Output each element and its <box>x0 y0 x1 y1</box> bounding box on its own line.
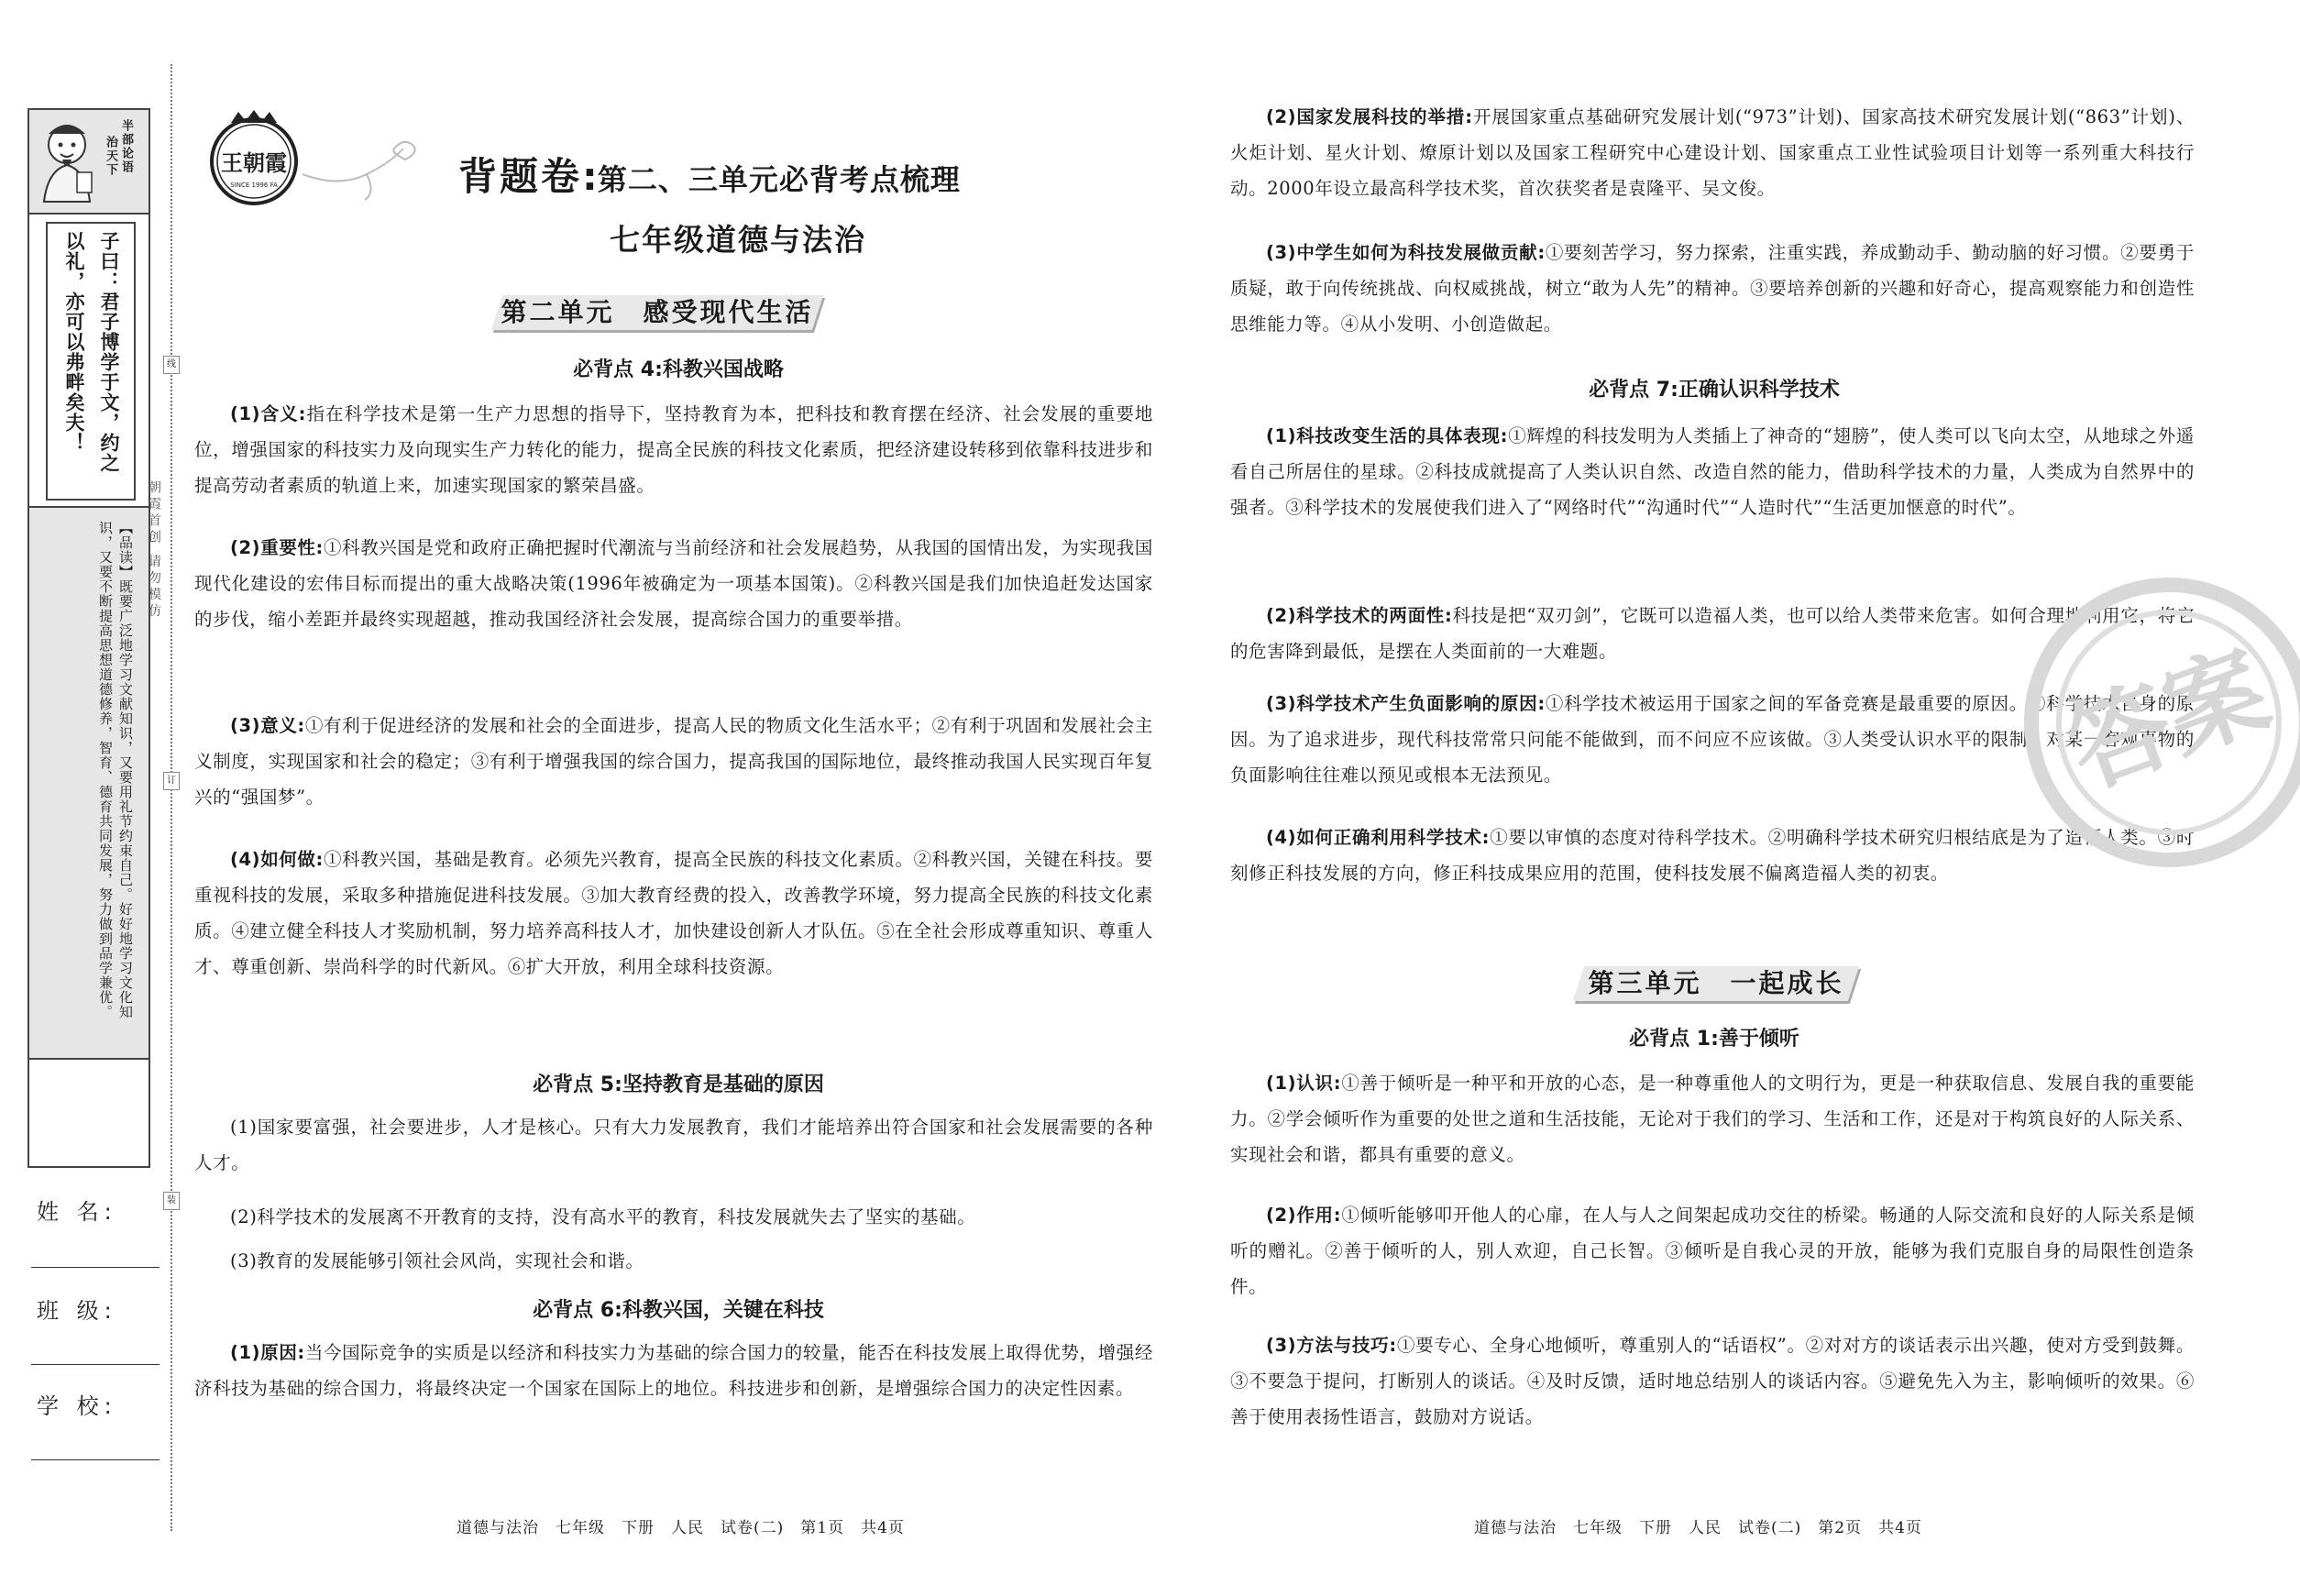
pindu-box <box>29 506 149 1060</box>
confucius-mascot-icon <box>35 117 99 204</box>
ribbon-decoration-icon <box>303 138 422 202</box>
confucius-quote <box>46 222 136 501</box>
unit-3-title: 第三单元 一起成长 <box>1588 968 1844 998</box>
point-5-heading: 必背点 5:坚持教育是基础的原因 <box>533 1073 824 1096</box>
name-label: 姓 名: <box>37 1199 117 1225</box>
quote-line-2: 以礼，亦可以弗畔矣夫！ <box>63 231 85 453</box>
point-7-para-2: (2)科学技术的两面性:科技是把“双刃剑”，它既可以造福人类，也可以给人类带来危害。如何合理地利用它，将它的危害降到最低，是摆在人类面前的一大难题。 <box>1230 605 2195 662</box>
margin-strip <box>28 108 150 1168</box>
point-4-para-4: (4)如何做:①科教兴国，基础是教育。必须先兴教育，提高全民族的科技文化素质。②科教兴国，关键在科技。要重视科技的发展，采取多种措施促进科技发展。③加大教育经费的投入，改善教学环境，努力提高全民族的科技文化素质。④建立健全科技人才奖励机制，努力培养高科技人才，加快建设创新人才队伍。⑤在全社会形成尊重知识、尊重人才、尊重创新、崇尚科学的时代新风。⑥扩大开放，利用全球科技资源。 <box>194 849 1153 977</box>
logo-subtext: SINCE 1996 FA <box>230 182 278 189</box>
point-5-para-1: (1)国家要富强，社会要进步，人才是核心。只有大力发展教育，我们才能培养出符合国家和社会发展需要的各种人才。 <box>194 1117 1153 1173</box>
footer-page-2: 道德与法治 七年级 下册 人民 试卷(二) 第2页 共4页 <box>1474 1519 1922 1537</box>
logo-text: 王朝霞 <box>221 149 287 176</box>
binding-char-line: 线 <box>163 356 180 374</box>
point-6-heading: 必背点 6:科教兴国，关键在科技 <box>533 1299 824 1322</box>
point-6-para-3: (3)中学生如何为科技发展做贡献:①要刻苦学习，努力探索，注重实践，养成勤动手、勤动脑的好习惯。②要勇于质疑，敢于向传统挑战、向权威挑战，树立“敢为人先”的精神。③要培养创新的兴趣和好奇心，提高观察能力和创造性思维能力等。④从小发明、小创造做起。 <box>1230 242 2195 335</box>
unit-3-banner <box>1579 966 1854 1001</box>
point-7-heading: 必背点 7:正确认识科学技术 <box>1589 379 1840 402</box>
point-7-para-4: (4)如何正确利用科学技术:①要以审慎的态度对待科学技术。②明确科学技术研究归根结底是为了造福人类。③时刻修正科技发展的方向，修正科技成果应用的范围，使科技发展不偏离造福人类的初衷。 <box>1230 827 2195 884</box>
point-6-para-1: (1)原因:当今国际竞争的实质是以经济和科技实力为基础的综合国力的较量，能否在科技发展上取得优势，增强经济科技为基础的综合国力，将最终决定一个国家在国际上的地位。科技进步和创新，是增强综合国力的决定性因素。 <box>194 1342 1153 1399</box>
class-label: 班 级: <box>37 1298 117 1324</box>
class-field[interactable] <box>31 1364 160 1365</box>
point-1-para-2: (2)作用:①倾听能够叩开他人的心扉，在人与人之间架起成功交往的桥梁。畅通的人际交流和良好的人际关系是倾听的赠礼。②善于倾听的人，别人欢迎，自己长智。③倾听是自我心灵的开放，能够为我们克服自身的局限性创造条件。 <box>1230 1205 2195 1297</box>
point-5-para-2: (2)科学技术的发展离不开教育的支持，没有高水平的教育，科技发展就失去了坚实的基础。 <box>230 1206 976 1227</box>
copyright-note: 朝霞首创 请勿模仿 <box>147 480 161 621</box>
point-4-para-2: (2)重要性:①科教兴国是党和政府正确把握时代潮流与当前经济和社会发展趋势，从我国的国情出发，为实现我国现代化建设的宏伟目标而提出的重大战略决策(1996年被确定为一项基本国策)。②科教兴国是我们加快追赶发达国家的步伐，缩小差距并最终实现超越，推动我国经济社会发展，提高综合国力的重要举措。 <box>194 537 1153 630</box>
binding-line <box>171 64 172 1531</box>
page-title <box>458 147 961 202</box>
point-4-para-3: (3)意义:①有利于促进经济的发展和社会的全面进步，提高人民的物质文化生活水平；②有利于巩固和发展社会主义制度，实现国家和社会的稳定；③有利于增强我国的综合国力，提高我国的国际地位，最终推动我国人民实现百年复兴的“强国梦”。 <box>194 715 1153 808</box>
quote-line-1: 子曰：君子博学于文，约之 <box>98 231 120 473</box>
name-field[interactable] <box>31 1267 160 1268</box>
unit-2-banner <box>497 295 818 330</box>
pindu-text: 【品读】既要广泛地学习文献知识，又要用礼节约束自己。好好地学习文化知识，又要不断提高思想道德修养，智育、德育共同发展，努力做到品学兼优。 <box>97 521 134 1019</box>
school-label: 学 校: <box>37 1393 117 1419</box>
stamp-text: 答案 <box>2052 629 2283 809</box>
title-main: 背题卷 <box>458 154 583 199</box>
title-colon: : <box>582 154 598 199</box>
footer-page-1: 道德与法治 七年级 下册 人民 试卷(二) 第1页 共4页 <box>457 1519 905 1537</box>
binding-char-staple: 订 <box>163 772 180 790</box>
brand-logo <box>204 108 304 209</box>
motto-line-2: 治天下 <box>104 136 117 177</box>
point-5-para-3: (3)教育的发展能够引领社会风尚，实现社会和谐。 <box>230 1250 644 1271</box>
motto-line-1: 半部论语 <box>119 119 133 174</box>
strip-header <box>29 110 149 215</box>
point-7-para-3: (3)科学技术产生负面影响的原因:①科学技术被运用于国家之间的军备竞赛是最重要的原因。②科学技术自身的原因。为了追求进步，现代科技常常只问能不能做到，而不问应不应该做。③人类受认识水平的限制，对某一客观事物的负面影响往往难以预见或根本无法预见。 <box>1230 693 2195 786</box>
grade-subject: 七年级道德与法治 <box>610 222 866 258</box>
point-6-para-2: (2)国家发展科技的举措:开展国家重点基础研究发展计划(“973”计划)、国家高技术研究发展计划(“863”计划)、火炬计划、星火计划、燎原计划以及国家工程研究中心建设计划、国家重点工业性试验项目计划等一系列重大科技行动。2000年设立最高科学技术奖，首次获奖者是袁隆平、吴文俊。 <box>1230 106 2195 199</box>
point-1-heading: 必背点 1:善于倾听 <box>1629 1028 1799 1051</box>
point-1-para-1: (1)认识:①善于倾听是一种平和开放的心态，是一种尊重他人的文明行为，更是一种获取信息、发展自我的重要能力。②学会倾听作为重要的处世之道和生活技能，无论对于我们的学习、生活和工作，还是对于构筑良好的人际关系、实现社会和谐，都具有重要的意义。 <box>1230 1073 2195 1165</box>
binding-char-bind: 装 <box>163 1192 180 1210</box>
point-4-para-1: (1)含义:指在科学技术是第一生产力思想的指导下，坚持教育为本，把科技和教育摆在经济、社会发展的重要地位，增强国家的科技实力及向现实生产力转化的能力，提高全民族的科技文化素质，把经济建设转移到依靠科技进步和提高劳动者素质的轨道上来，加速实现国家的繁荣昌盛。 <box>194 403 1153 496</box>
point-7-para-1: (1)科技改变生活的具体表现:①辉煌的科技发明为人类插上了神奇的“翅膀”，使人类可以飞向太空，从地球之外遥看自己所居住的星球。②科技成就提高了人类认识自然、改造自然的能力，借助科学技术的力量，人类成为自然界中的强者。③科学技术的发展使我们进入了“网络时代”“沟通时代”“人造时代”“生活更加惬意的时代”。 <box>1230 425 2195 518</box>
unit-2-title: 第二单元 感受现代生活 <box>501 297 814 327</box>
title-sub: 第二、三单元必背考点梳理 <box>597 162 961 197</box>
point-1-para-3: (3)方法与技巧:①要专心、全身心地倾听，尊重别人的“话语权”。②对对方的谈话表示出兴趣，使对方受到鼓舞。③不要急于提问，打断别人的谈话。④及时反馈，适时地总结别人的谈话内容。⑤避免先入为主，影响倾听的效果。⑥善于使用表扬性语言，鼓励对方说话。 <box>1230 1335 2195 1427</box>
school-field[interactable] <box>31 1459 160 1460</box>
point-4-heading: 必背点 4:科教兴国战略 <box>573 358 784 381</box>
